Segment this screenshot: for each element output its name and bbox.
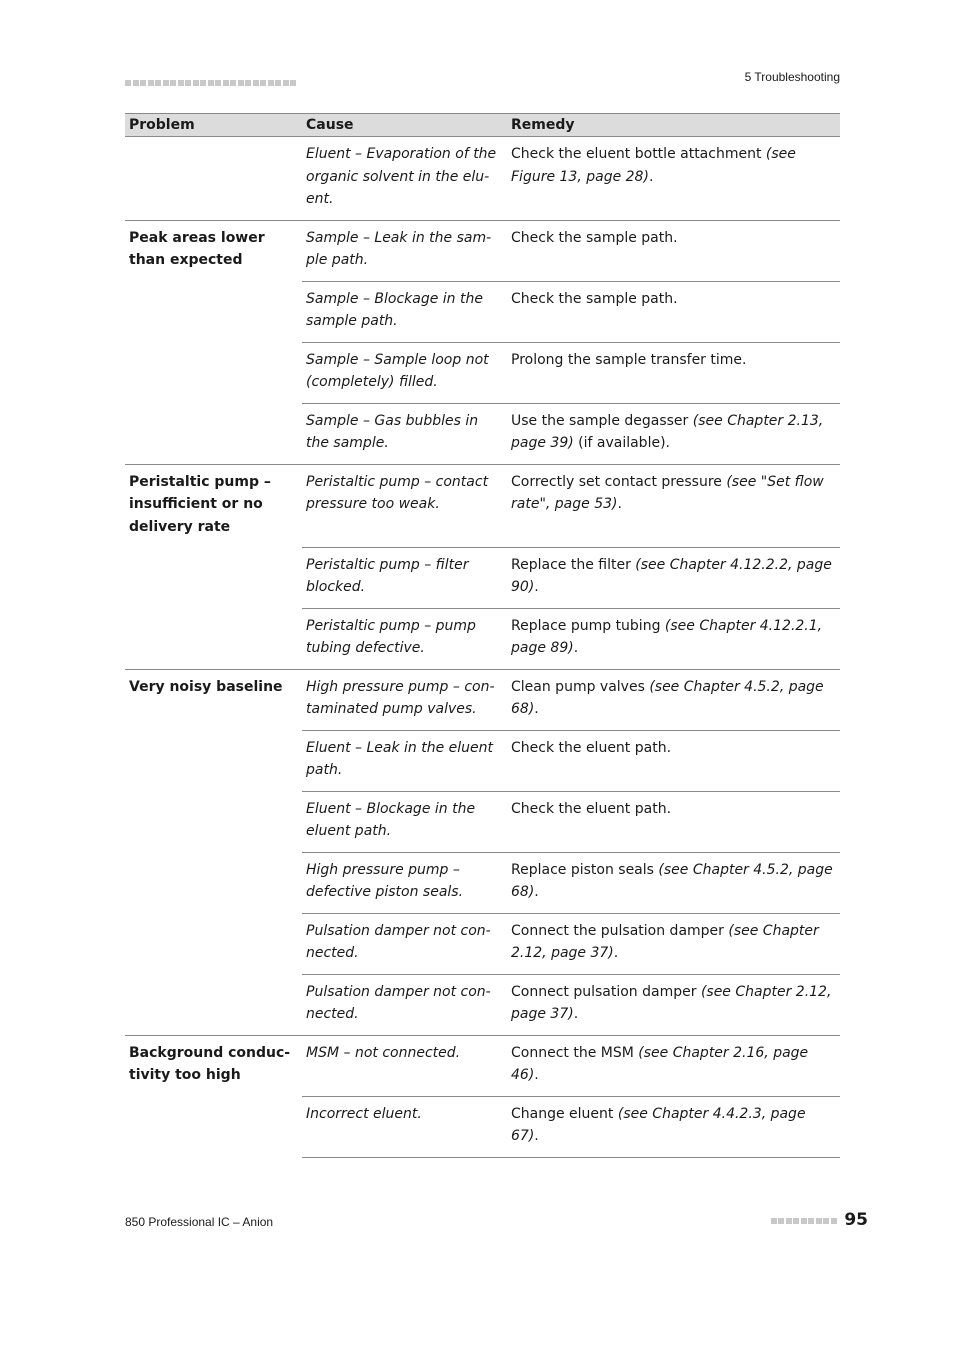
cross-reference: (see Figure 13, page 28) <box>511 146 796 185</box>
table-row <box>125 464 840 547</box>
remedy-cell <box>507 342 840 403</box>
problem-cell <box>125 791 302 852</box>
cross-reference: (see Chapter 4.12.2.1, page 89) <box>511 617 823 656</box>
cause-cell: High pressure pump – defective piston seals. <box>302 852 507 913</box>
remedy-text: Check the eluent path. <box>511 800 672 817</box>
table-header-row <box>125 114 840 137</box>
remedy-text: Connect the MSM <box>511 1044 639 1061</box>
remedy-cell <box>507 669 840 730</box>
remedy-cell <box>507 464 840 547</box>
remedy-cell <box>507 852 840 913</box>
remedy-tail: . <box>573 1006 579 1022</box>
remedy-tail: . <box>613 945 619 961</box>
table-row <box>125 403 840 464</box>
cause-cell: Peristaltic pump – pump tubing defective. <box>302 608 507 669</box>
problem-cell <box>125 281 302 342</box>
remedy-tail: . <box>534 1128 539 1144</box>
column-header-cause: Cause <box>302 114 507 137</box>
table-row <box>125 137 840 221</box>
problem-cell: Very noisy baseline <box>129 678 283 695</box>
remedy-text: Check the sample path. <box>511 229 678 246</box>
cause-cell: Pulsation damper not con-nected. <box>302 974 507 1035</box>
remedy-text: Replace piston seals <box>511 861 659 878</box>
cross-reference: (see "Set flow rate", page 53) <box>511 473 824 512</box>
table-row <box>125 1035 840 1096</box>
remedy-text: Clean pump valves <box>511 678 650 695</box>
problem-cell <box>125 913 302 974</box>
cause-cell: Sample – Leak in the sam-ple path. <box>302 220 507 281</box>
problem-cell <box>125 974 302 1035</box>
remedy-cell <box>507 137 840 221</box>
problem-cell <box>125 403 302 464</box>
remedy-cell <box>507 974 840 1035</box>
remedy-tail: . <box>534 579 539 595</box>
remedy-tail: . <box>534 884 539 900</box>
remedy-tail: . <box>534 701 539 717</box>
cross-reference: (see Chapter 2.12, page 37) <box>511 983 832 1022</box>
problem-cell <box>125 852 302 913</box>
cause-cell: Peristaltic pump – filter blocked. <box>302 547 507 608</box>
remedy-tail: . <box>617 496 622 512</box>
cause-cell: High pressure pump – con-taminated pump valves. <box>302 669 507 730</box>
remedy-tail: (if available). <box>573 435 670 451</box>
problem-cell <box>125 730 302 791</box>
problem-cell <box>125 137 302 221</box>
problem-cell: Peristaltic pump – insufficient or no delivery rate <box>129 473 271 535</box>
remedy-text: Change eluent <box>511 1105 618 1122</box>
cause-cell: Sample – Gas bubbles in the sample. <box>302 403 507 464</box>
column-header-remedy: Remedy <box>507 114 840 137</box>
remedy-text: Check the eluent bottle attachment <box>511 146 766 162</box>
remedy-cell <box>507 1035 840 1096</box>
problem-cell <box>125 547 302 608</box>
footer-decoration <box>771 1211 839 1230</box>
troubleshooting-table <box>125 113 840 1158</box>
table-row <box>125 220 840 281</box>
problem-cell: Background conduc-tivity too high <box>129 1044 291 1083</box>
remedy-text: Connect pulsation damper <box>511 983 701 1000</box>
cause-cell: Sample – Sample loop not (completely) filled. <box>302 342 507 403</box>
table-row <box>125 852 840 913</box>
remedy-cell <box>507 1096 840 1157</box>
remedy-text: Replace pump tubing <box>511 617 665 634</box>
column-header-problem: Problem <box>125 114 302 137</box>
remedy-cell <box>507 608 840 669</box>
running-header: 5 Troubleshooting <box>744 70 840 84</box>
cross-reference: (see Chapter 2.12, page 37) <box>511 922 819 961</box>
table-row <box>125 913 840 974</box>
remedy-tail: . <box>534 1067 539 1083</box>
remedy-text: Check the sample path. <box>511 290 678 307</box>
problem-cell <box>125 608 302 669</box>
remedy-cell <box>507 791 840 852</box>
cause-cell: Pulsation damper not con-nected. <box>302 913 507 974</box>
remedy-tail: . <box>648 168 654 185</box>
page-number: 95 <box>844 1210 868 1230</box>
cause-cell: Peristaltic pump – contact pressure too weak. <box>302 464 507 547</box>
cause-cell: Sample – Blockage in the sample path. <box>302 281 507 342</box>
cross-reference: (see Chapter 2.16, page 46) <box>511 1044 809 1083</box>
cause-cell: Incorrect eluent. <box>302 1096 507 1157</box>
problem-cell <box>125 342 302 403</box>
document-title: 850 Professional IC – Anion <box>125 1215 274 1229</box>
cross-reference: (see Chapter 2.13, page 39) <box>511 412 824 451</box>
table-row <box>125 608 840 669</box>
problem-cell <box>125 1096 302 1157</box>
table-row <box>125 1096 840 1157</box>
table-row <box>125 974 840 1035</box>
remedy-text: Replace the filter <box>511 556 636 573</box>
remedy-cell <box>507 281 840 342</box>
table-row <box>125 547 840 608</box>
table-row <box>125 342 840 403</box>
remedy-text: Connect the pulsation damper <box>511 922 729 939</box>
cause-cell: Eluent – Leak in the eluent path. <box>302 730 507 791</box>
remedy-text: Check the eluent path. <box>511 739 672 756</box>
remedy-cell <box>507 730 840 791</box>
cause-cell: MSM – not connected. <box>302 1035 507 1096</box>
page-number-block <box>771 1210 868 1230</box>
remedy-cell <box>507 220 840 281</box>
remedy-text: Use the sample degasser <box>511 412 693 429</box>
cause-cell: Eluent – Blockage in the eluent path. <box>302 791 507 852</box>
problem-cell: Peak areas lower than expected <box>129 229 265 268</box>
cross-reference: (see Chapter 4.5.2, page 68) <box>511 678 824 717</box>
remedy-cell <box>507 403 840 464</box>
cause-cell: Eluent – Evaporation of the organic solvent in the elu-ent. <box>302 137 507 221</box>
remedy-text: Prolong the sample transfer time. <box>511 351 747 368</box>
header-decoration <box>125 72 298 91</box>
remedy-cell <box>507 547 840 608</box>
table-row <box>125 669 840 730</box>
cross-reference: (see Chapter 4.12.2.2, page 90) <box>511 556 832 595</box>
remedy-text: Correctly set contact pressure <box>511 473 727 490</box>
remedy-cell <box>507 913 840 974</box>
table-row <box>125 791 840 852</box>
table-row <box>125 281 840 342</box>
cross-reference: (see Chapter 4.5.2, page 68) <box>511 861 833 900</box>
table-row <box>125 730 840 791</box>
cross-reference: (see Chapter 4.4.2.3, page 67) <box>511 1105 806 1144</box>
remedy-tail: . <box>573 640 579 656</box>
